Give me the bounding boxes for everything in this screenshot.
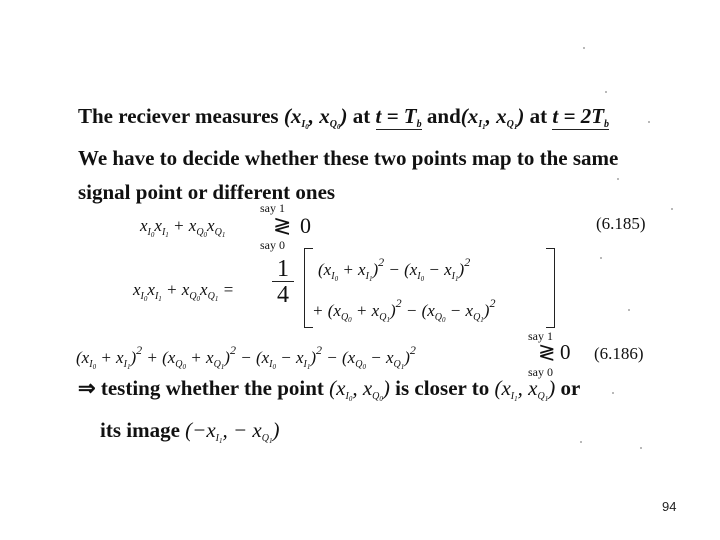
say-0-label: say 0 [260, 238, 285, 252]
greater-less-symbol: ≷ [273, 213, 292, 238]
line1-prefix: The reciever measures [78, 104, 279, 128]
image-pair: ($-x_{I_1}$, − $x_{Q_1}$) [185, 418, 280, 445]
testing-text-2: is closer to [395, 376, 490, 400]
fraction-numerator: 1 [277, 256, 289, 282]
scan-speck [605, 91, 607, 93]
implies-arrow: ⇒ [78, 376, 96, 400]
bracket-row-1: $(x_{I_0} + x_{I_1})^2 - (x_{I_0} - x_{I_1})^2$ [318, 255, 471, 283]
time-t2-sub: b [604, 119, 610, 130]
scan-speck [671, 208, 673, 210]
distance-comparison: $(x_{I_0} + x_{I_1})^2 + (x_{Q_0} + x_{Q_1})^2 - (x_{I_0} - x_{I_1})^2 - (x_{Q_0} - x_{Q_1})^2$ [76, 343, 416, 371]
equation-number-6-185: (6.185) [596, 214, 646, 233]
scan-speck [612, 392, 614, 394]
image-line [100, 418, 279, 445]
fraction-one-quarter [272, 256, 294, 309]
testing-line [78, 376, 580, 403]
time-t1-sub: b [416, 119, 422, 130]
testing-text-1: testing whether the point [100, 376, 324, 400]
text-line-2: We have to decide whether these two points map to the same [78, 146, 619, 170]
bracket-row-2: + $(x_{Q_0} + x_{Q_1})^2 - (x_{Q_0} - x_{Q_1})^2$ [312, 296, 496, 324]
equation-number-6-186: (6.186) [594, 344, 644, 363]
word-at: at [529, 104, 548, 128]
text-line-3: signal point or different ones [78, 180, 336, 204]
word-at: at [352, 104, 371, 128]
time-t1: t = T [375, 104, 417, 128]
time-t-equals-2tb [552, 104, 609, 130]
scan-speck [628, 309, 630, 311]
threshold-zero-2: 0 [560, 340, 571, 364]
scan-speck [600, 257, 602, 259]
point-pair: ($x_{I_0}$, $x_{Q_0}$) [329, 376, 390, 403]
text-line-1 [78, 104, 609, 131]
say-0-label-2: say 0 [528, 365, 553, 379]
scan-speck [617, 178, 619, 180]
measurement-pair-2: ($x_{I_1}$, $x_{Q_1}$) [460, 104, 525, 131]
fraction-denominator: 4 [272, 281, 294, 309]
word-and: and [426, 104, 461, 128]
time-t-equals-tb [376, 104, 422, 130]
scan-speck [580, 441, 582, 443]
scan-speck [640, 447, 642, 449]
right-bracket [546, 248, 555, 328]
time-t2: t = 2T [552, 104, 605, 128]
threshold-zero: 0 [300, 213, 311, 238]
scan-speck [648, 121, 650, 123]
decision-statistic: $x_{I_0}x_{I_1} + x_{Q_0}x_{Q_1}$ [140, 216, 226, 239]
measurement-pair-1: ($x_{I_0}$, $x_{Q_0}$) [283, 104, 348, 131]
say-1-label: say 1 [260, 201, 285, 215]
scan-speck [583, 47, 585, 49]
greater-less-symbol-2: ≷ [538, 340, 556, 364]
closer-pair: ($x_{I_1}$, $x_{Q_1}$) [494, 376, 556, 403]
say-1-label-2: say 1 [528, 329, 553, 343]
testing-text-3: or [560, 376, 581, 400]
image-line-text: its image [100, 418, 180, 442]
identity-lhs: $x_{I_0}x_{I_1} + x_{Q_0}x_{Q_1}$ = [133, 280, 235, 303]
page-number: 94 [662, 499, 677, 514]
